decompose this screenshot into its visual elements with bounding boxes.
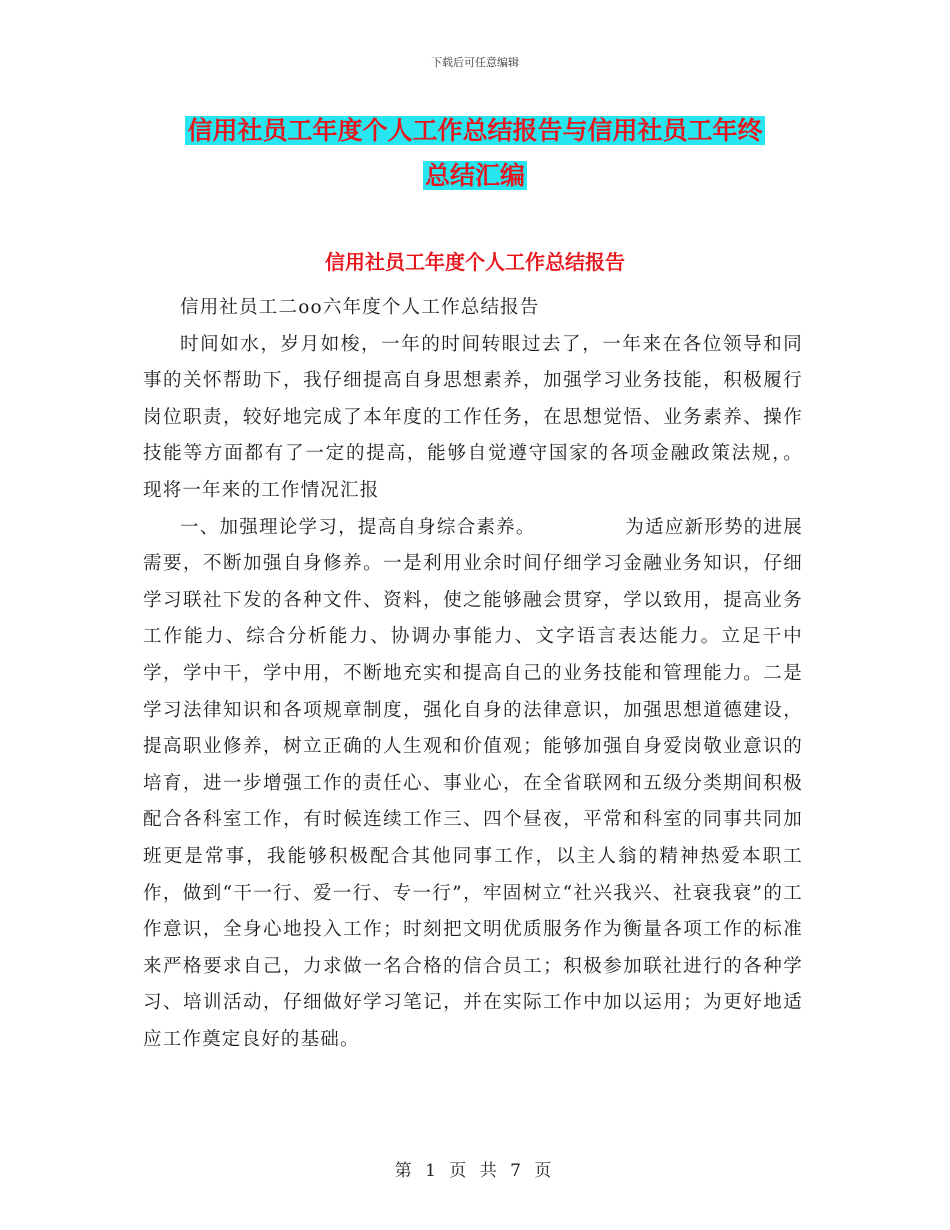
document-title-line2: 总结汇编 xyxy=(424,161,525,190)
header-note: 下载后可任意编辑 xyxy=(431,56,519,69)
document-title-line1: 信用社员工年度个人工作总结报告与信用社员工年终 xyxy=(187,116,763,145)
paragraph-intro: 时间如水，岁月如梭，一年的时间转眼过去了，一年来在各位领导和同事的关怀帮助下，我仔细提高自身思想素养，加强学习业务技能，积极履行岗位职责，较好地完成了本年度的工作任务，在思想觉悟、业务素养、操作技能等方面都有了一定的提高，能够自觉遵守国家的各项金融政策法规，。现将一年来的工作情况汇报 xyxy=(143,333,803,501)
section-title: 信用社员工年度个人工作总结报告 xyxy=(325,250,625,274)
document-body xyxy=(143,290,803,1058)
paragraph-section-one: 一、加强理论学习，提高自身综合素养。 为适应新形势的进展需要，不断加强自身修养。一是利用业余时间仔细学习金融业务知识，仔细学习联社下发的各种文件、资料，使之能够融会贯穿，学以致用，提高业务工作能力、综合分析能力、协调办事能力、文字语言表达能力。立足干中学，学中干，学中用，不断地充实和提高自己的业务技能和管理能力。二是学习法律知识和各项规章制度，强化自身的法律意识，加强思想道德建设，提高职业修养，树立正确的人生观和价值观；能够加强自身爱岗敬业意识的培育，进一步增强工作的责任心、事业心，在全省联网和五级分类期间积极配合各科室工作，有时候连续工作三、四个昼夜，平常和科室的同事共同加班更是常事，我能够积极配合其他同事工作，以主人翁的精神热爱本职工作，做到“干一行、爱一行、专一行”，牢固树立“社兴我兴、社衰我衰”的工作意识，全身心地投入工作；时刻把文明优质服务作为衡量各项工作的标准来严格要求自己，力求做一名合格的信合员工；积极参加联社进行的各种学习、培训活动，仔细做好学习笔记，并在实际工作中加以运用；为更好地适应工作奠定良好的基础。 xyxy=(143,516,803,1050)
document-title xyxy=(0,108,950,198)
page-footer: 第 1 页 共 7 页 xyxy=(394,1161,556,1181)
paragraph-subtitle: 信用社员工二oo六年度个人工作总结报告 xyxy=(180,297,540,318)
